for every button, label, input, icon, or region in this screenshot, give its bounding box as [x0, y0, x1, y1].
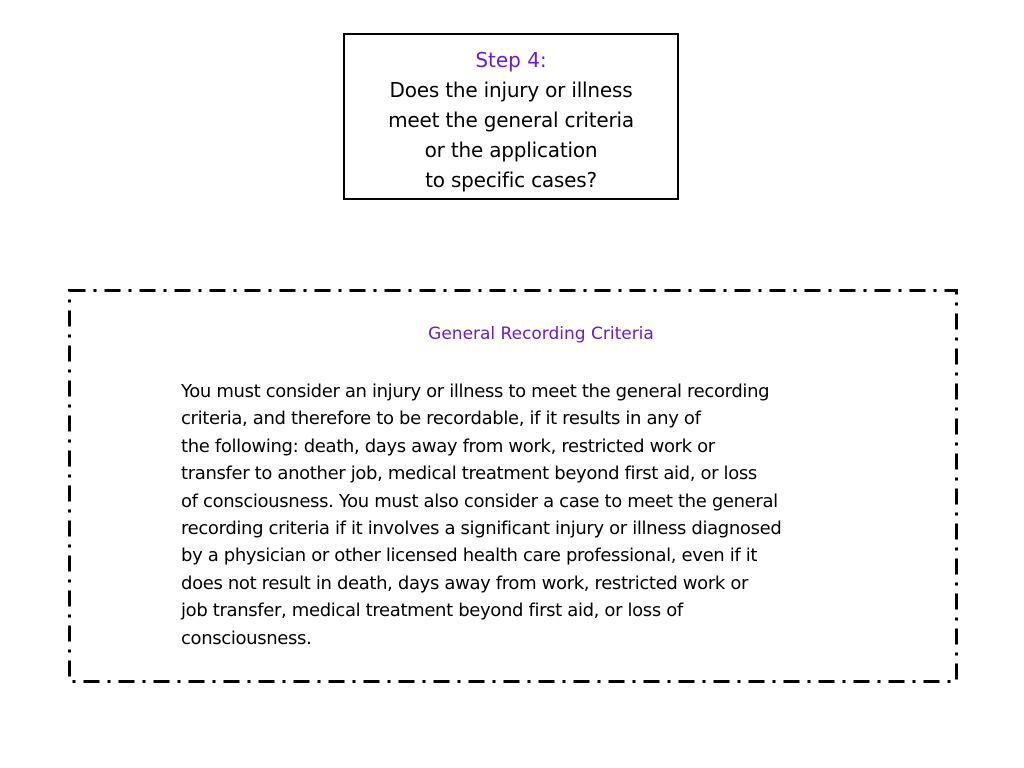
step-box: [343, 33, 679, 200]
body-line: recording criteria if it involves a significant injury or illness diagnosed: [181, 518, 782, 540]
body-line: consciousness.: [181, 627, 312, 649]
body-line: criteria, and therefore to be recordable, if it results in any of: [181, 408, 701, 430]
body-line: job transfer, medical treatment beyond first aid, or loss of: [181, 600, 683, 622]
body-line: does not result in death, days away from work, restricted work or: [181, 572, 749, 594]
criteria-title: General Recording Criteria: [428, 324, 654, 344]
step-heading: Step 4:: [475, 48, 547, 72]
step-question-line: or the application: [424, 138, 598, 162]
body-line: transfer to another job, medical treatment beyond first aid, or loss: [181, 463, 757, 485]
step-question-line: to specific cases?: [425, 168, 597, 192]
body-line: by a physician or other licensed health care professional, even if it: [181, 545, 758, 567]
criteria-frame: [68, 289, 958, 683]
step-question-line: Does the injury or illness: [389, 78, 633, 102]
body-line: of consciousness. You must also consider a case to meet the general: [181, 490, 778, 512]
body-line: You must consider an injury or illness to meet the general recording: [181, 381, 770, 402]
criteria-body: [181, 378, 941, 652]
step-question-line: meet the general criteria: [388, 108, 634, 132]
body-line: the following: death, days away from work, restricted work or: [181, 435, 715, 457]
